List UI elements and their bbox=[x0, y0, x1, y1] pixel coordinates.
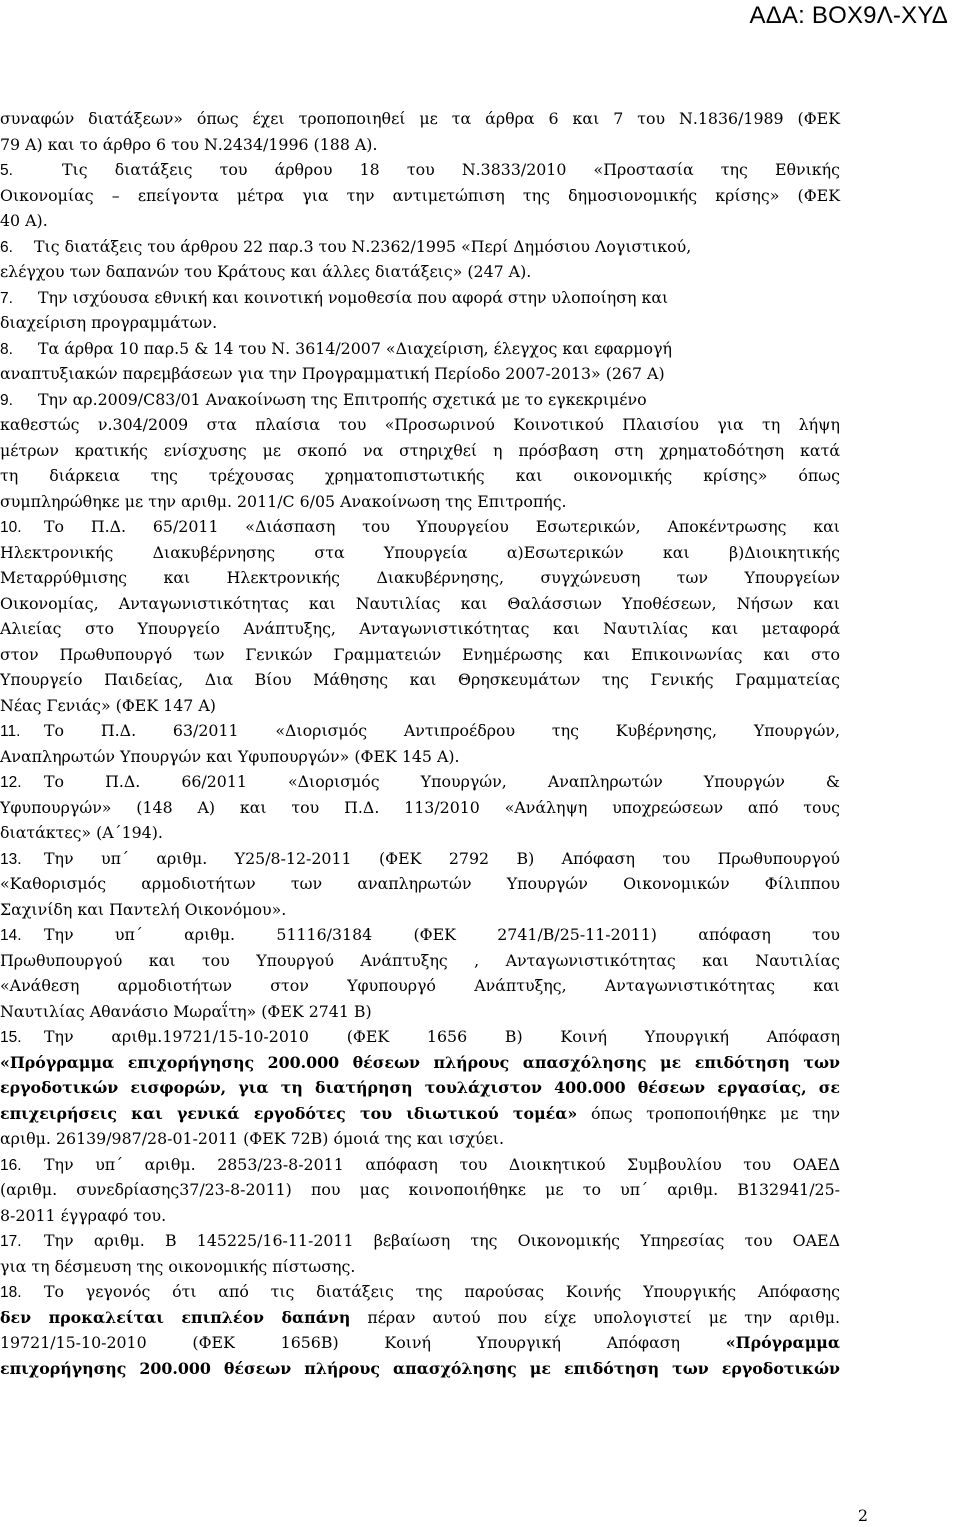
text-line: αριθμ. 26139/987/28-01-2011 (ΦΕΚ 72Β) όμοιά της και ισχύει. bbox=[0, 1129, 505, 1148]
text-line: διατάκτες» (Α΄194). bbox=[0, 823, 163, 842]
text-line: Το Π.Δ. 65/2011 «Διάσπαση του Υπουργείου Εσωτερικών, Αποκέντρωσης και bbox=[44, 517, 840, 536]
text-line: Ηλεκτρονικής Διακυβέρνησης στα Υπουργεία α)Εσωτερικών και β)Διοικητικής bbox=[0, 542, 840, 562]
text-line: Αλιείας στο Υπουργείο Ανάπτυξης, Ανταγωνιστικότητας και Ναυτιλίας και μεταφορά bbox=[0, 619, 840, 638]
text-line: Την αριθμ. Β 145225/16-11-2011 βεβαίωση της Οικονομικής Υπηρεσίας του ΟΑΕΔ bbox=[44, 1231, 840, 1250]
text-line: Τις διατάξεις του άρθρου 18 του Ν.3833/2010 «Προστασία της Εθνικής bbox=[62, 160, 840, 179]
text-line: Την ισχύουσα εθνική και κοινοτική νομοθεσία που αφορά στην υλοποίηση και bbox=[38, 287, 669, 307]
text-line: Την υπ΄ αριθμ. 2853/23-8-2011 απόφαση του Διοικητικού Συμβουλίου του ΟΑΕΔ bbox=[44, 1154, 840, 1174]
ada-code: ΑΔΑ: ΒΟΧ9Λ-ΧΥΔ bbox=[749, 2, 948, 29]
text-line bbox=[0, 1305, 840, 1331]
text-line: στον Πρωθυπουργό των Γενικών Γραμματειών Ενημέρωσης και Επικοινωνίας και στο bbox=[0, 644, 840, 664]
list-item-10 bbox=[0, 514, 840, 540]
bold-text: δεν προκαλείται επιπλέον δαπάνη bbox=[0, 1307, 351, 1327]
text-line: καθεστώς ν.304/2009 στα πλαίσια του «Προσωρινού Κοινοτικού Πλαισίου για τη λήψη bbox=[0, 415, 840, 434]
text-line: «Ανάθεση αρμοδιοτήτων στον Υφυπουργό Ανάπτυξης, Ανταγωνιστικότητας και bbox=[0, 976, 840, 995]
list-item-15 bbox=[0, 1024, 840, 1050]
text-span: πέραν αυτού που είχε υπολογιστεί με την αριθμ. bbox=[350, 1307, 840, 1327]
item-number: 11. bbox=[0, 723, 21, 740]
text-line: Ναυτιλίας Αθανάσιο Μωραΐτη» (ΦΕΚ 2741 Β) bbox=[0, 1001, 372, 1021]
text-line: Το Π.Δ. 66/2011 «Διορισμός Υπουργών, Αναπληρωτών Υπουργών & bbox=[44, 772, 840, 791]
bold-text: εργοδοτικών εισφορών, για τη διατήρηση τουλάχιστον 400.000 θέσεων εργασίας, σε bbox=[0, 1078, 840, 1097]
text-line: τη διάρκεια της τρέχουσας χρηματοπιστωτικής και οικονομικής κρίσης» όπως bbox=[0, 466, 840, 485]
item-number: 9. bbox=[0, 391, 13, 409]
list-item-9 bbox=[0, 387, 840, 413]
list-item-6 bbox=[0, 234, 840, 260]
bold-text: επιχορήγησης 200.000 θέσεων πλήρους απασχόλησης με επιδότηση των εργοδοτικών bbox=[0, 1358, 840, 1378]
item-number: 7. bbox=[0, 289, 13, 307]
text-line: Την αριθμ.19721/15-10-2010 (ΦΕΚ 1656 Β) Κοινή Υπουργική Απόφαση bbox=[44, 1027, 840, 1046]
list-item-8 bbox=[0, 336, 840, 362]
text-line: (αριθμ. συνεδρίασης37/23-8-2011) που μας κοινοποιήθηκε με το υπ΄ αριθμ. Β132941/25- bbox=[0, 1180, 840, 1199]
text-line: Το Π.Δ. 63/2011 «Διορισμός Αντιπροέδρου της Κυβέρνησης, Υπουργών, bbox=[44, 721, 840, 740]
text-line: 8-2011 έγγραφό του. bbox=[0, 1205, 167, 1225]
text-line: Μεταρρύθμισης και Ηλεκτρονικής Διακυβέρνησης, συγχώνευση των Υπουργείων bbox=[0, 568, 840, 587]
item-number: 8. bbox=[0, 340, 13, 358]
text-line: «Καθορισμός αρμοδιοτήτων των αναπληρωτών Υπουργών Οικονομικών Φίλιππου bbox=[0, 874, 840, 893]
list-item-12 bbox=[0, 769, 840, 795]
text-line: Οικονομίας, Ανταγωνιστικότητας και Ναυτιλίας και Θαλάσσιων Υποθέσεων, Νήσων και bbox=[0, 593, 840, 613]
item-number: 15. bbox=[0, 1029, 22, 1046]
text-line bbox=[0, 1356, 840, 1382]
item-number: 12. bbox=[0, 774, 22, 791]
text-line: ελέγχου των δαπανών του Κράτους και άλλες διατάξεις» (247 Α). bbox=[0, 262, 532, 281]
bold-text: «Πρόγραμμα επιχορήγησης 200.000 θέσεων πλήρους απασχόλησης με επιδότηση των bbox=[0, 1052, 840, 1072]
item-number: 6. bbox=[0, 238, 13, 256]
page-number: 2 bbox=[857, 1506, 868, 1525]
item-number: 14. bbox=[0, 927, 22, 944]
list-item-16 bbox=[0, 1152, 840, 1178]
text-span: όπως τροποποιήθηκε με την bbox=[577, 1103, 840, 1123]
text-line: Σαχινίδη και Παντελή Οικονόμου». bbox=[0, 899, 287, 919]
document-body bbox=[0, 106, 840, 1381]
list-item-13 bbox=[0, 846, 840, 872]
text-line bbox=[0, 1050, 840, 1076]
text-line: 40 Α). bbox=[0, 211, 48, 230]
text-line bbox=[0, 1075, 840, 1101]
list-item-5 bbox=[0, 157, 840, 183]
text-line: Πρωθυπουργού και του Υπουργού Ανάπτυξης , Ανταγωνιστικότητας και Ναυτιλίας bbox=[0, 950, 840, 970]
item-number: 18. bbox=[0, 1284, 22, 1301]
list-item-17 bbox=[0, 1228, 840, 1254]
text-line: Αναπληρωτών Υπουργών και Υφυπουργών» (ΦΕΚ 145 Α). bbox=[0, 746, 460, 766]
item-number: 10. bbox=[0, 519, 22, 536]
text-line: συναφών διατάξεων» όπως έχει τροποποιηθεί με τα άρθρα 6 και 7 του Ν.1836/1989 (ΦΕΚ bbox=[0, 109, 840, 128]
text-line: Την υπ΄ αριθμ. 51116/3184 (ΦΕΚ 2741/Β/25-11-2011) απόφαση του bbox=[44, 925, 840, 944]
text-span: 19721/15-10-2010 (ΦΕΚ 1656Β) Κοινή Υπουργική Απόφαση bbox=[0, 1333, 726, 1352]
text-line: Την αρ.2009/C83/01 Ανακοίνωση της Επιτροπής σχετικά με το εγκεκριμένο bbox=[38, 389, 647, 409]
text-line: Το γεγονός ότι από τις διατάξεις της παρούσας Κοινής Υπουργικής Απόφασης bbox=[44, 1282, 840, 1301]
item-number: 17. bbox=[0, 1233, 22, 1250]
text-line: Υπουργείο Παιδείας, Δια Βίου Μάθησης και Θρησκευμάτων της Γενικής Γραμματείας bbox=[0, 670, 840, 689]
item-number: 16. bbox=[0, 1156, 22, 1174]
text-line: Την υπ΄ αριθμ. Υ25/8-12-2011 (ΦΕΚ 2792 Β) Απόφαση του Πρωθυπουργού bbox=[44, 848, 840, 868]
text-line: Νέας Γενιάς» (ΦΕΚ 147 Α) bbox=[0, 695, 216, 715]
text-line: συμπληρώθηκε με την αριθμ. 2011/C 6/05 Ανακοίνωση της Επιτροπής. bbox=[0, 491, 567, 511]
text-line: διαχείριση προγραμμάτων. bbox=[0, 313, 218, 332]
list-item-11 bbox=[0, 718, 840, 744]
text-line: Οικονομίας – επείγοντα μέτρα για την αντιμετώπιση της δημοσιονομικής κρίσης» (ΦΕΚ bbox=[0, 185, 840, 205]
text-line: αναπτυξιακών παρεμβάσεων για την Προγραμματική Περίοδο 2007-2013» (267 Α) bbox=[0, 364, 665, 383]
item-number: 5. bbox=[0, 162, 13, 179]
text-line: για τη δέσμευση της οικονομικής πίστωσης. bbox=[0, 1256, 356, 1276]
text-line: μέτρων κρατικής ενίσχυσης με σκοπό να στηριχθεί η πρόσβαση στη χρηματοδότηση κατά bbox=[0, 440, 840, 460]
list-item-7 bbox=[0, 285, 840, 311]
bold-text: επιχειρήσεις και γενικά εργοδότες του ιδιωτικού τομέα» bbox=[0, 1103, 578, 1123]
bold-text: «Πρόγραμμα bbox=[725, 1333, 840, 1352]
text-line bbox=[0, 1330, 840, 1356]
text-line: Τα άρθρα 10 παρ.5 & 14 του Ν. 3614/2007 «Διαχείριση, έλεγχος και εφαρμογή bbox=[38, 338, 672, 358]
item-number: 13. bbox=[0, 850, 22, 868]
text-line bbox=[0, 1101, 840, 1127]
text-line: Τις διατάξεις του άρθρου 22 παρ.3 του Ν.2362/1995 «Περί Δημόσιου Λογιστικού, bbox=[34, 236, 692, 256]
text-line: 79 Α) και το άρθρο 6 του Ν.2434/1996 (188 Α). bbox=[0, 134, 378, 154]
list-item-14 bbox=[0, 922, 840, 948]
text-line: Υφυπουργών» (148 Α) και του Π.Δ. 113/2010 «Ανάληψη υποχρεώσεων από τους bbox=[0, 797, 840, 817]
list-item-18 bbox=[0, 1279, 840, 1305]
